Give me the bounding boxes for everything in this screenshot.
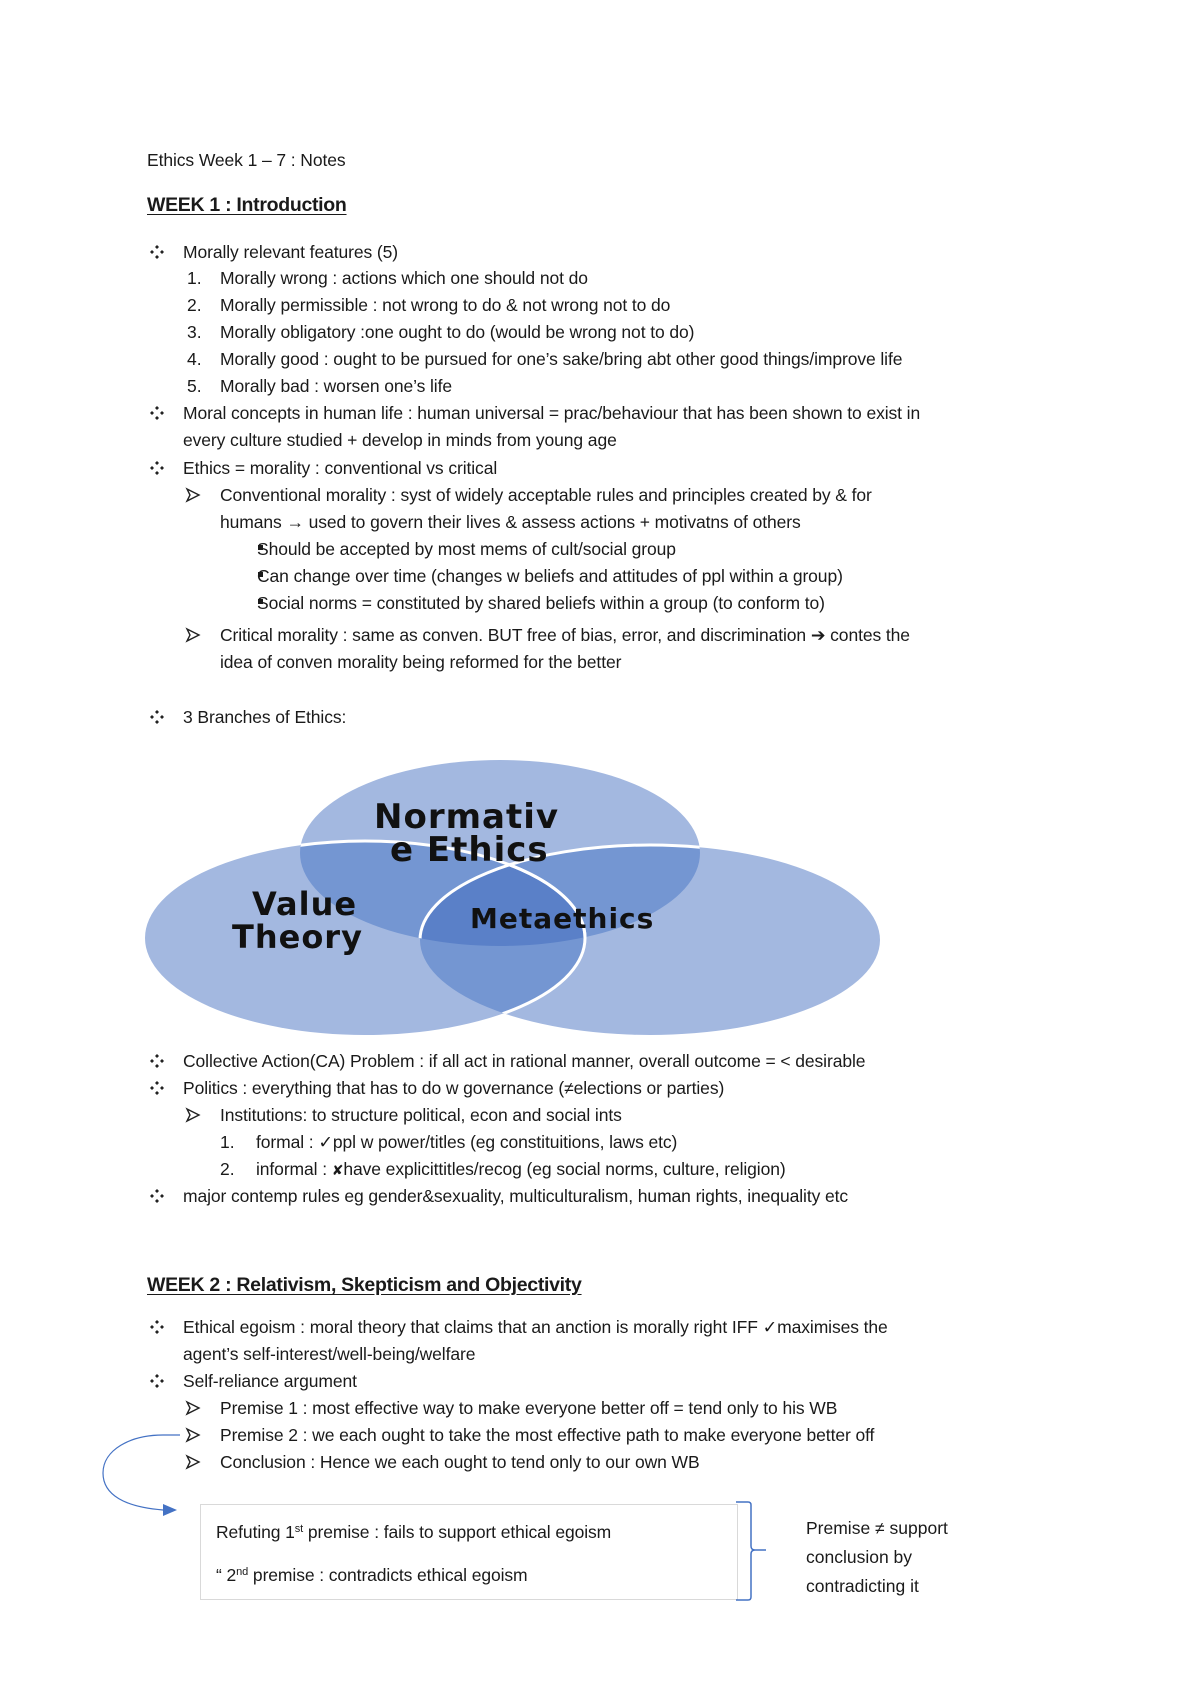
conventional-sub-item: Should be accepted by most mems of cult/social group xyxy=(257,539,676,559)
formal-label: formal : xyxy=(256,1132,314,1152)
informal-text: have explicittitles/recog (eg social norms, culture, religion) xyxy=(343,1159,786,1179)
list-number: 5. xyxy=(187,376,202,396)
curved-connector-arrow-icon xyxy=(95,1425,195,1530)
politics-item: Politics : everything that has to do w governance (≠elections or parties) xyxy=(183,1078,725,1098)
list-number: 1. xyxy=(187,268,202,288)
formal-text: ppl w power/titles (eg constituitions, laws etc) xyxy=(332,1132,678,1152)
conclusion-item: Conclusion : Hence we each ought to tend only to our own WB xyxy=(220,1452,700,1472)
refute-line2 xyxy=(216,1564,528,1586)
refute-line2-post: premise : contradicts ethical egoism xyxy=(248,1565,528,1585)
ordinal-suffix: nd xyxy=(236,1566,249,1578)
diamond-bullet-icon xyxy=(150,710,164,724)
arrowhead-bullet-icon xyxy=(186,488,200,502)
arrowhead-bullet-icon xyxy=(186,628,200,642)
refute-line1-pre: Refuting 1 xyxy=(216,1522,295,1542)
list-number: 2. xyxy=(220,1159,235,1179)
moral-concepts-line2: every culture studied + develop in minds from young age xyxy=(183,430,617,450)
venn-diagram xyxy=(140,760,880,1040)
informal-label: informal : xyxy=(256,1159,327,1179)
list-item: Morally bad : worsen one’s life xyxy=(220,376,452,396)
morally-relevant-label: Morally relevant features (5) xyxy=(183,242,398,262)
informal-institutions-item xyxy=(256,1158,786,1181)
check-icon: ✓ xyxy=(762,1317,778,1337)
list-number: 2. xyxy=(187,295,202,315)
critical-morality-line1 xyxy=(220,624,910,646)
conventional-line2-pre: humans xyxy=(220,512,282,532)
right-arrow-icon: → xyxy=(286,512,304,532)
ethical-egoism-line2: agent’s self-interest/well-being/welfare xyxy=(183,1344,476,1364)
arrowhead-bullet-icon xyxy=(186,1401,200,1415)
contemp-rules-item: major contemp rules eg gender&sexuality, multiculturalism, human rights, inequality etc xyxy=(183,1186,849,1206)
diamond-bullet-icon xyxy=(150,1081,164,1095)
refute-line1-post: premise : fails to support ethical egoism xyxy=(303,1522,612,1542)
list-item: Morally wrong : actions which one should not do xyxy=(220,268,588,288)
conventional-sub-item: Can change over time (changes w beliefs and attitudes of ppl within a group) xyxy=(257,566,843,586)
diamond-bullet-icon xyxy=(150,461,164,475)
critical-line1-post: contes the xyxy=(830,625,910,645)
premise1-item: Premise 1 : most effective way to make everyone better off = tend only to his WB xyxy=(220,1398,838,1418)
diamond-bullet-icon xyxy=(150,406,164,420)
venn-label-metaethics: Metaethics xyxy=(470,902,655,935)
week1-heading: WEEK 1 : Introduction xyxy=(147,194,347,216)
document-title: Ethics Week 1 – 7 : Notes xyxy=(147,150,346,170)
refute-line1 xyxy=(216,1521,611,1543)
right-brace-icon xyxy=(736,1500,776,1604)
ethics-morality-label: Ethics = morality : conventional vs critical xyxy=(183,458,498,478)
week2-heading: WEEK 2 : Relativism, Skepticism and Objectivity xyxy=(147,1274,582,1296)
list-item: Morally permissible : not wrong to do & not wrong not to do xyxy=(220,295,671,315)
venn-label-normative-clip xyxy=(380,830,630,870)
diamond-bullet-icon xyxy=(150,245,164,259)
venn-label-theory: Theory xyxy=(232,918,363,956)
diamond-bullet-icon xyxy=(150,1054,164,1068)
venn-label-normative-2: e Ethics xyxy=(390,830,549,870)
venn-label-value: Value xyxy=(252,885,358,923)
venn-label-normative: Normativ xyxy=(374,797,560,837)
diamond-bullet-icon xyxy=(150,1189,164,1203)
moral-concepts-line1: Moral concepts in human life : human universal = prac/behaviour that has been shown to exist in xyxy=(183,403,921,423)
critical-line1-pre: Critical morality : same as conven. BUT free of bias, error, and discrimination xyxy=(220,625,807,645)
diamond-bullet-icon xyxy=(150,1320,164,1334)
cross-icon: ✘ xyxy=(331,1162,344,1178)
collective-action-item: Collective Action(CA) Problem : if all act in rational manner, overall outcome = < desirable xyxy=(183,1051,866,1071)
heavy-right-arrow-icon: ➔ xyxy=(810,625,826,645)
arrowhead-bullet-icon xyxy=(186,1108,200,1122)
ordinal-suffix: st xyxy=(294,1523,304,1535)
conventional-morality-line1: Conventional morality : syst of widely acceptable rules and principles created by & for xyxy=(220,485,872,505)
ethical-egoism-line1 xyxy=(183,1316,888,1338)
ethical-egoism-text-post: maximises the xyxy=(777,1317,888,1337)
diamond-bullet-icon xyxy=(150,1374,164,1388)
conventional-line2-post: used to govern their lives & assess actions + motivatns of others xyxy=(308,512,801,532)
list-number: 4. xyxy=(187,349,202,369)
conventional-sub-item: Social norms = constituted by shared beliefs within a group (to conform to) xyxy=(257,593,825,613)
ethical-egoism-text: Ethical egoism : moral theory that claims that an anction is morally right IFF xyxy=(183,1317,758,1337)
premise2-item: Premise 2 : we each ought to take the most effective path to make everyone better off xyxy=(220,1425,875,1445)
formal-institutions-item xyxy=(256,1131,677,1153)
conventional-morality-line2 xyxy=(220,511,801,533)
critical-morality-line2: idea of conven morality being reformed for the better xyxy=(220,652,622,672)
list-number: 3. xyxy=(187,322,202,342)
list-item: Morally obligatory :one ought to do (would be wrong not to do) xyxy=(220,322,695,342)
list-number: 1. xyxy=(220,1132,235,1152)
side-note-line: conclusion by xyxy=(806,1547,913,1567)
side-note-line: contradicting it xyxy=(806,1576,919,1596)
list-item: Morally good : ought to be pursued for one’s sake/bring abt other good things/improve life xyxy=(220,349,903,369)
check-icon: ✓ xyxy=(318,1132,333,1152)
institutions-item: Institutions: to structure political, econ and social ints xyxy=(220,1105,622,1125)
refute-line2-pre: “ 2 xyxy=(216,1565,237,1585)
self-reliance-label: Self-reliance argument xyxy=(183,1371,357,1391)
side-note-line: Premise ≠ support xyxy=(806,1518,948,1538)
branches-label: 3 Branches of Ethics: xyxy=(183,707,347,727)
